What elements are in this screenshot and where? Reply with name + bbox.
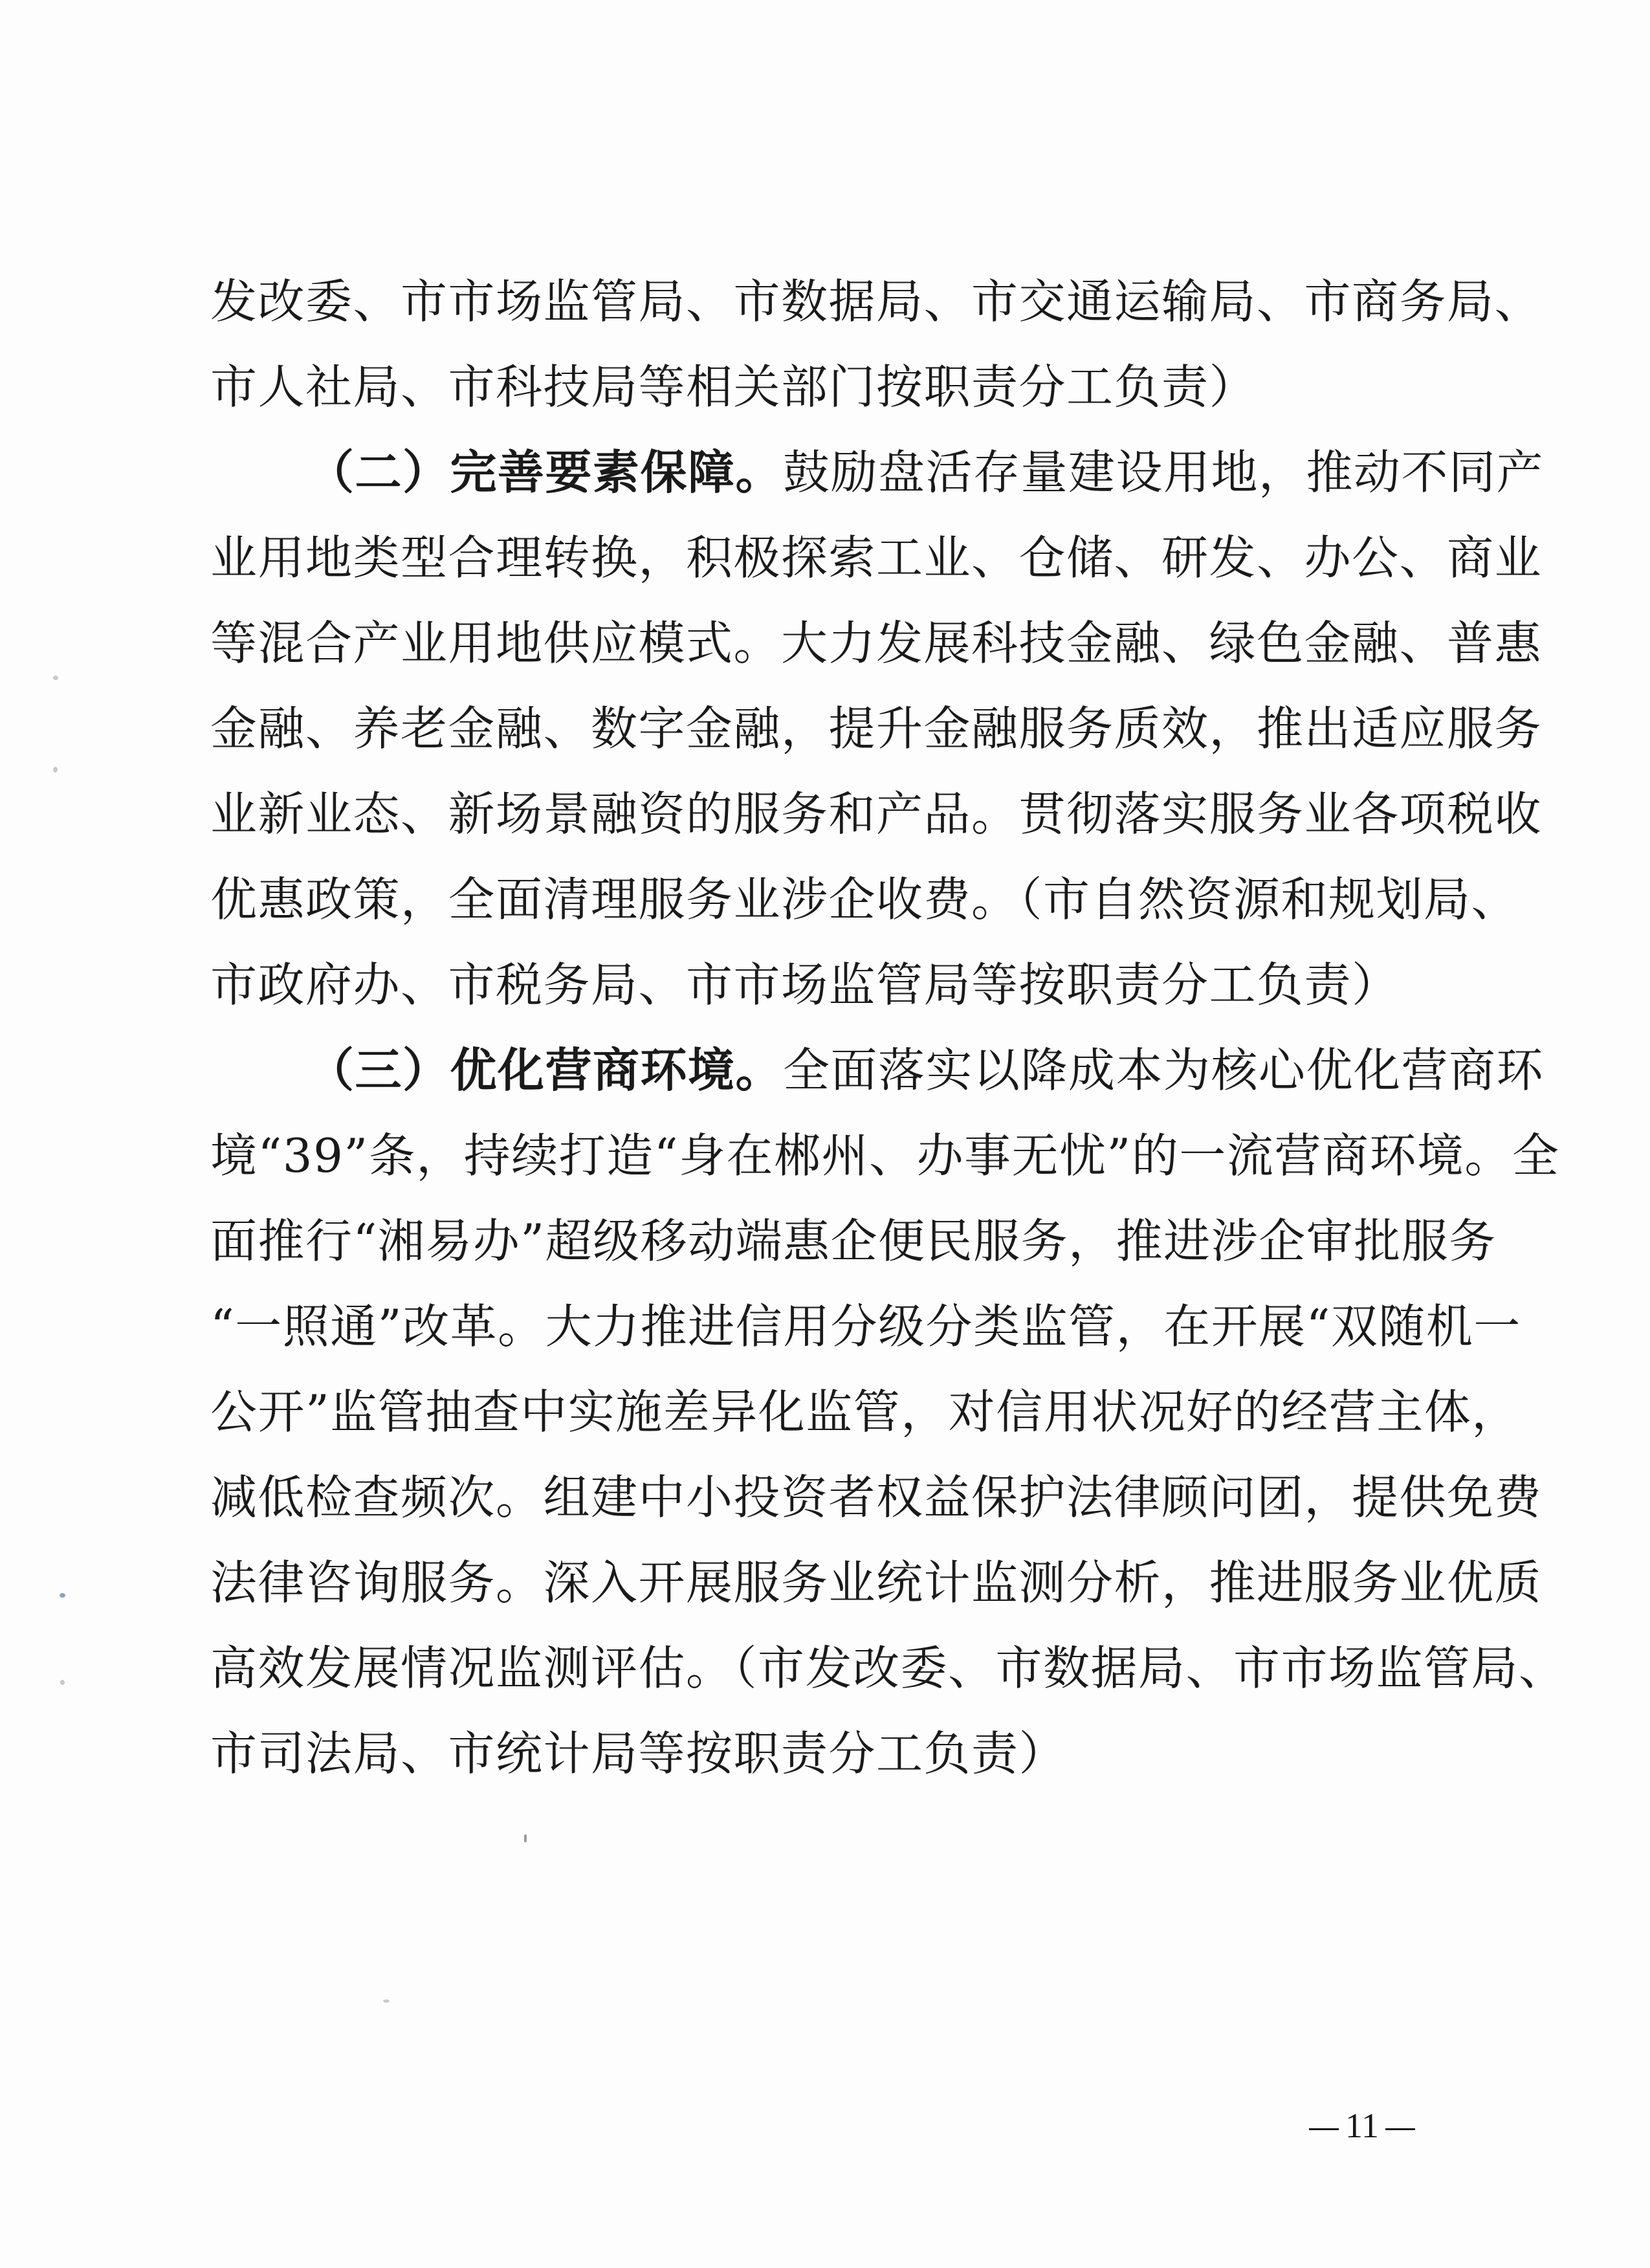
body-text: [210, 259, 1567, 1796]
text-line: “一照通”改革。大力推进信用分级分类监管，在开展“双随机一: [210, 1299, 1521, 1354]
page-number-dash-right: [1385, 2128, 1415, 2130]
page-number: [1288, 2100, 1436, 2152]
text-line: 面推行“湘易办”超级移动端惠企便民服务，推进涉企审批服务: [210, 1214, 1497, 1268]
section-heading-line: [210, 1028, 1545, 1113]
text-line: 高效发展情况监测评估。（市发改委、市数据局、市市场监管局、: [210, 1641, 1567, 1695]
text-line: 金融、养老金融、数字金融，提升金融服务质效，推出适应服务: [210, 701, 1543, 756]
section-heading-line: [210, 430, 1545, 515]
section-text: 全面落实以降成本为核心优化营商环: [783, 1043, 1545, 1097]
scan-speck: [53, 676, 58, 680]
scan-speck: [60, 1593, 65, 1598]
text-line: 业新业态、新场景融资的服务和产品。贯彻落实服务业各项税收: [210, 787, 1543, 841]
text-line: 市人社局、市科技局等相关部门按职责分工负责）: [210, 360, 1257, 414]
scan-speck: [60, 1680, 65, 1685]
scan-speck: [524, 1834, 527, 1842]
section-heading: （三）优化营商环境。: [307, 1042, 784, 1097]
text-line: 业用地类型合理转换，积极探索工业、仓储、研发、办公、商业: [210, 531, 1543, 585]
text-line: 优惠政策，全面清理服务业涉企收费。（市自然资源和规划局、: [210, 872, 1519, 927]
page-number-value: 11: [1345, 2106, 1379, 2145]
text-line: 市司法局、市统计局等按职责分工负责）: [210, 1726, 1067, 1781]
section-text: 鼓励盘活存量建设用地，推动不同产: [783, 445, 1545, 500]
text-line: 市政府办、市税务局、市市场监管局等按职责分工负责）: [210, 958, 1400, 1012]
section-heading: （二）完善要素保障。: [307, 445, 784, 500]
text-line: 法律咨询服务。深入开展服务业统计监测分析，推进服务业优质: [210, 1556, 1543, 1610]
scan-speck: [53, 767, 58, 773]
text-line: 减低检查频次。组建中小投资者权益保护法律顾问团，提供免费: [210, 1470, 1543, 1525]
text-line: 境“39”条，持续打造“身在郴州、办事无忧”的一流营商环境。全: [210, 1128, 1560, 1183]
text-line: 发改委、市市场监管局、市数据局、市交通运输局、市商务局、: [210, 274, 1543, 329]
text-line: 公开”监管抽查中实施差异化监管，对信用状况好的经营主体，: [210, 1385, 1519, 1439]
scan-speck: [383, 1999, 390, 2003]
page-number-dash-left: [1309, 2128, 1339, 2130]
text-line: 等混合产业用地供应模式。大力发展科技金融、绿色金融、普惠: [210, 616, 1543, 670]
